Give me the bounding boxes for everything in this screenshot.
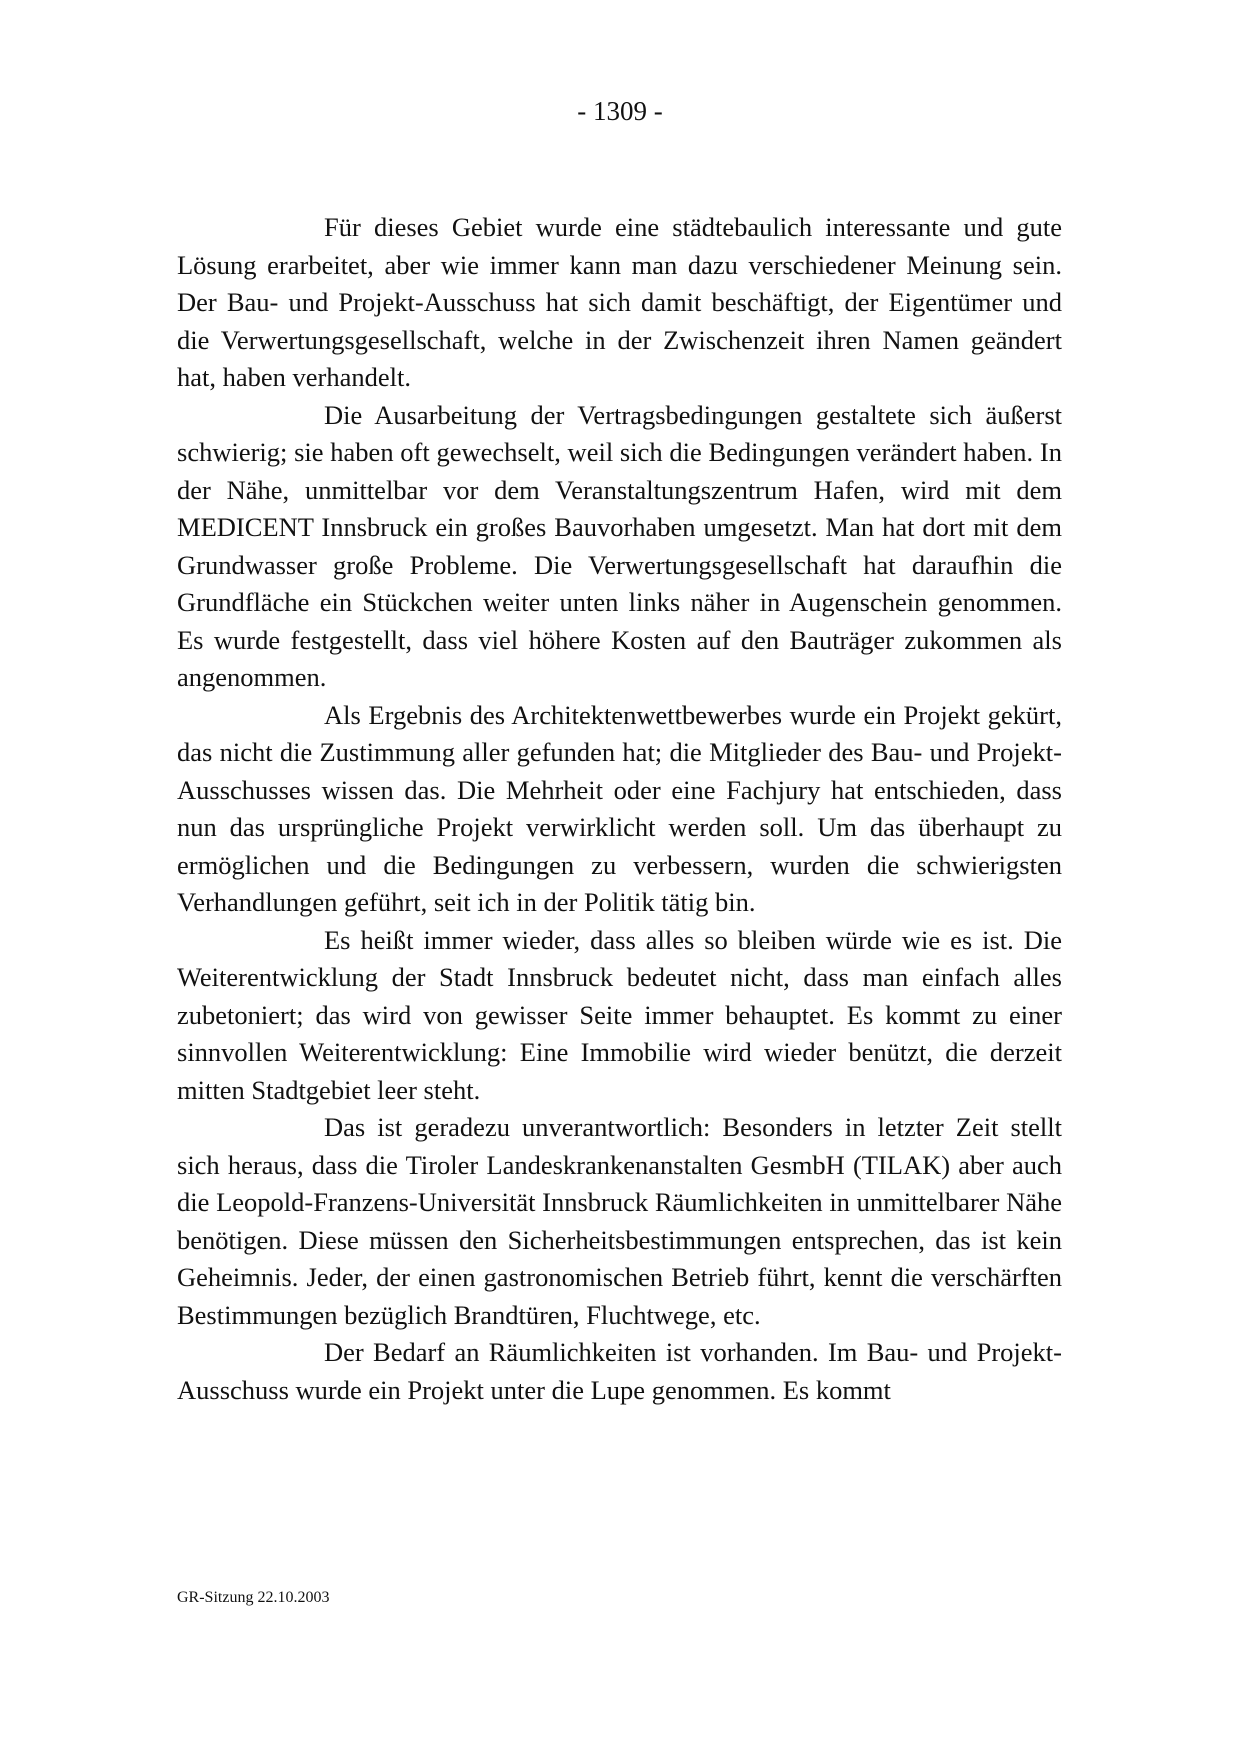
paragraph-1: Für dieses Gebiet wurde eine städtebaulich interessante und gute Lösung erarbeitet, aber wie immer kann man dazu verschiedener Meinung sein. Der Bau- und Projekt-Ausschuss hat sich damit beschäftigt, der Eigentümer und die Verwertungsgesellschaft, welche in der Zwischenzeit ihren Namen geändert hat, haben verhandelt. [177,212,1062,392]
paragraph-3: Als Ergebnis des Architektenwettbewerbes wurde ein Projekt gekürt, das nicht die Zustimmung aller gefunden hat; die Mitglieder des Bau- und Projekt-Ausschusses wissen das. Die Mehrheit oder eine Fachjury hat entschieden, dass nun das ursprüngliche Projekt verwirklicht werden soll. Um das überhaupt zu ermöglichen und die Bedingungen zu verbessern, wurden die schwierigsten Verhandlungen geführt, seit ich in der Politik tätig bin. [177,699,1062,917]
paragraph-2: Die Ausarbeitung der Vertragsbedingungen gestaltete sich äußerst schwierig; sie haben oft gewechselt, weil sich die Bedingungen verändert haben. In der Nähe, unmittelbar vor dem Veranstaltungszentrum Hafen, wird mit dem MEDICENT Innsbruck ein großes Bauvorhaben umgesetzt. Man hat dort mit dem Grundwasser große Probleme. Die Verwertungsgesellschaft hat daraufhin die Grundfläche ein Stückchen weiter unten links näher in Augenschein genommen. Es wurde festgestellt, dass viel höhere Kosten auf den Bauträger zukommen als angenommen. [177,399,1062,692]
paragraph-5: Das ist geradezu unverantwortlich: Besonders in letzter Zeit stellt sich heraus, dass die Tiroler Landeskrankenanstalten GesmbH (TILAK) aber auch die Leopold-Franzens-Universität Innsbruck Räumlichkeiten in unmittelbarer Nähe benötigen. Diese müssen den Sicherheitsbestimmungen entsprechen, das ist kein Geheimnis. Jeder, der einen gastronomischen Betrieb führt, kennt die verschärften Bestimmungen bezüglich Brandtüren, Fluchtwege, etc. [177,1112,1062,1330]
paragraph-6: Der Bedarf an Räumlichkeiten ist vorhanden. Im Bau- und Projekt-Ausschuss wurde ein Projekt unter die Lupe genommen. Es kommt [177,1337,1062,1405]
page-number: - 1309 - [577,96,663,126]
footer-session-date: GR-Sitzung 22.10.2003 [177,1589,330,1606]
paragraph-4: Es heißt immer wieder, dass alles so bleiben würde wie es ist. Die Weiterentwicklung der Stadt Innsbruck bedeutet nicht, dass man einfach alles zubetoniert; das wird von gewisser Seite immer behauptet. Es kommt zu einer sinnvollen Weiterentwicklung: Eine Immobilie wird wieder benützt, die derzeit mitten Stadtgebiet leer steht. [177,924,1062,1105]
body-text [177,209,1062,1409]
